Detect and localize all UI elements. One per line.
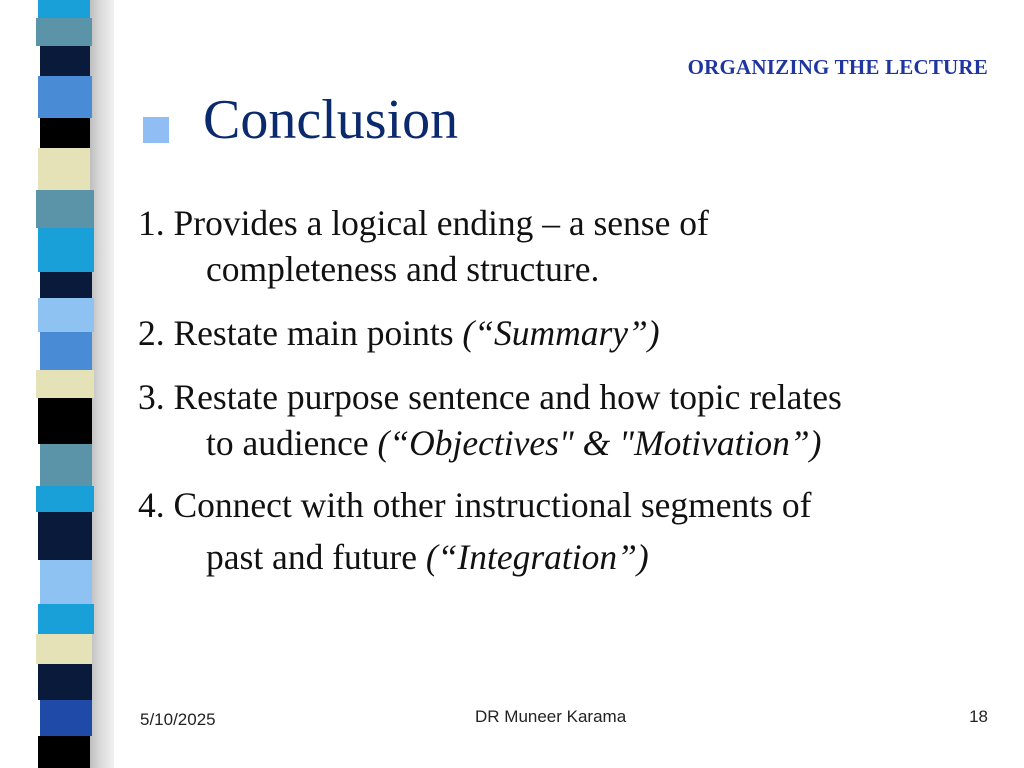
slide-header: ORGANIZING THE LECTURE — [687, 55, 988, 79]
strip-block — [36, 370, 94, 398]
strip-block — [38, 736, 90, 768]
strip-block — [40, 46, 90, 76]
strip-block — [36, 634, 92, 664]
strip-block — [40, 560, 92, 604]
list-item-line — [138, 534, 1018, 580]
list-item-text: 2. Restate main points — [138, 313, 463, 353]
list-item-emphasis: (“Summary”) — [462, 313, 660, 353]
slide-title: Conclusion — [203, 89, 459, 151]
strip-block — [38, 228, 94, 272]
strip-block — [38, 512, 92, 560]
strip-block — [40, 118, 90, 148]
strip-block — [36, 486, 94, 512]
strip-block — [40, 332, 92, 370]
strip-block — [38, 148, 90, 190]
slide-body — [138, 200, 1018, 580]
list-item — [138, 200, 1018, 292]
strip-block — [40, 700, 92, 736]
strip-block — [38, 298, 94, 332]
list-item-text: past and future — [206, 537, 426, 577]
strip-block — [40, 444, 92, 486]
list-item-line: 1. Provides a logical ending – a sense of — [138, 203, 709, 243]
strip-block — [36, 190, 94, 228]
list-item-line — [138, 420, 1018, 466]
decorative-left-strip — [0, 0, 130, 768]
square-bullet-icon — [143, 117, 169, 143]
list-item-text: to audience — [206, 423, 378, 463]
list-item — [138, 310, 1018, 356]
list-item-line: 3. Restate purpose sentence and how topic relates — [138, 377, 842, 417]
list-item — [138, 374, 1018, 466]
strip-block — [40, 272, 92, 298]
strip-block — [38, 604, 94, 634]
list-item-emphasis: (“Integration”) — [425, 537, 649, 577]
footer-author: DR Muneer Karama — [475, 707, 627, 726]
list-item-line: 4. Connect with other instructional segments of — [138, 485, 812, 525]
strip-block — [38, 76, 92, 118]
footer-date: 5/10/2025 — [140, 710, 216, 729]
strip-block — [38, 398, 92, 444]
list-item-emphasis: (“Objectives" & "Motivation”) — [377, 423, 822, 463]
footer-page-number: 18 — [969, 707, 988, 726]
strip-block — [36, 18, 92, 46]
list-item-line — [138, 310, 1018, 356]
strip-block — [38, 664, 92, 700]
list-item — [138, 482, 1018, 580]
list-item-line: completeness and structure. — [206, 249, 600, 289]
strip-block — [38, 0, 90, 18]
